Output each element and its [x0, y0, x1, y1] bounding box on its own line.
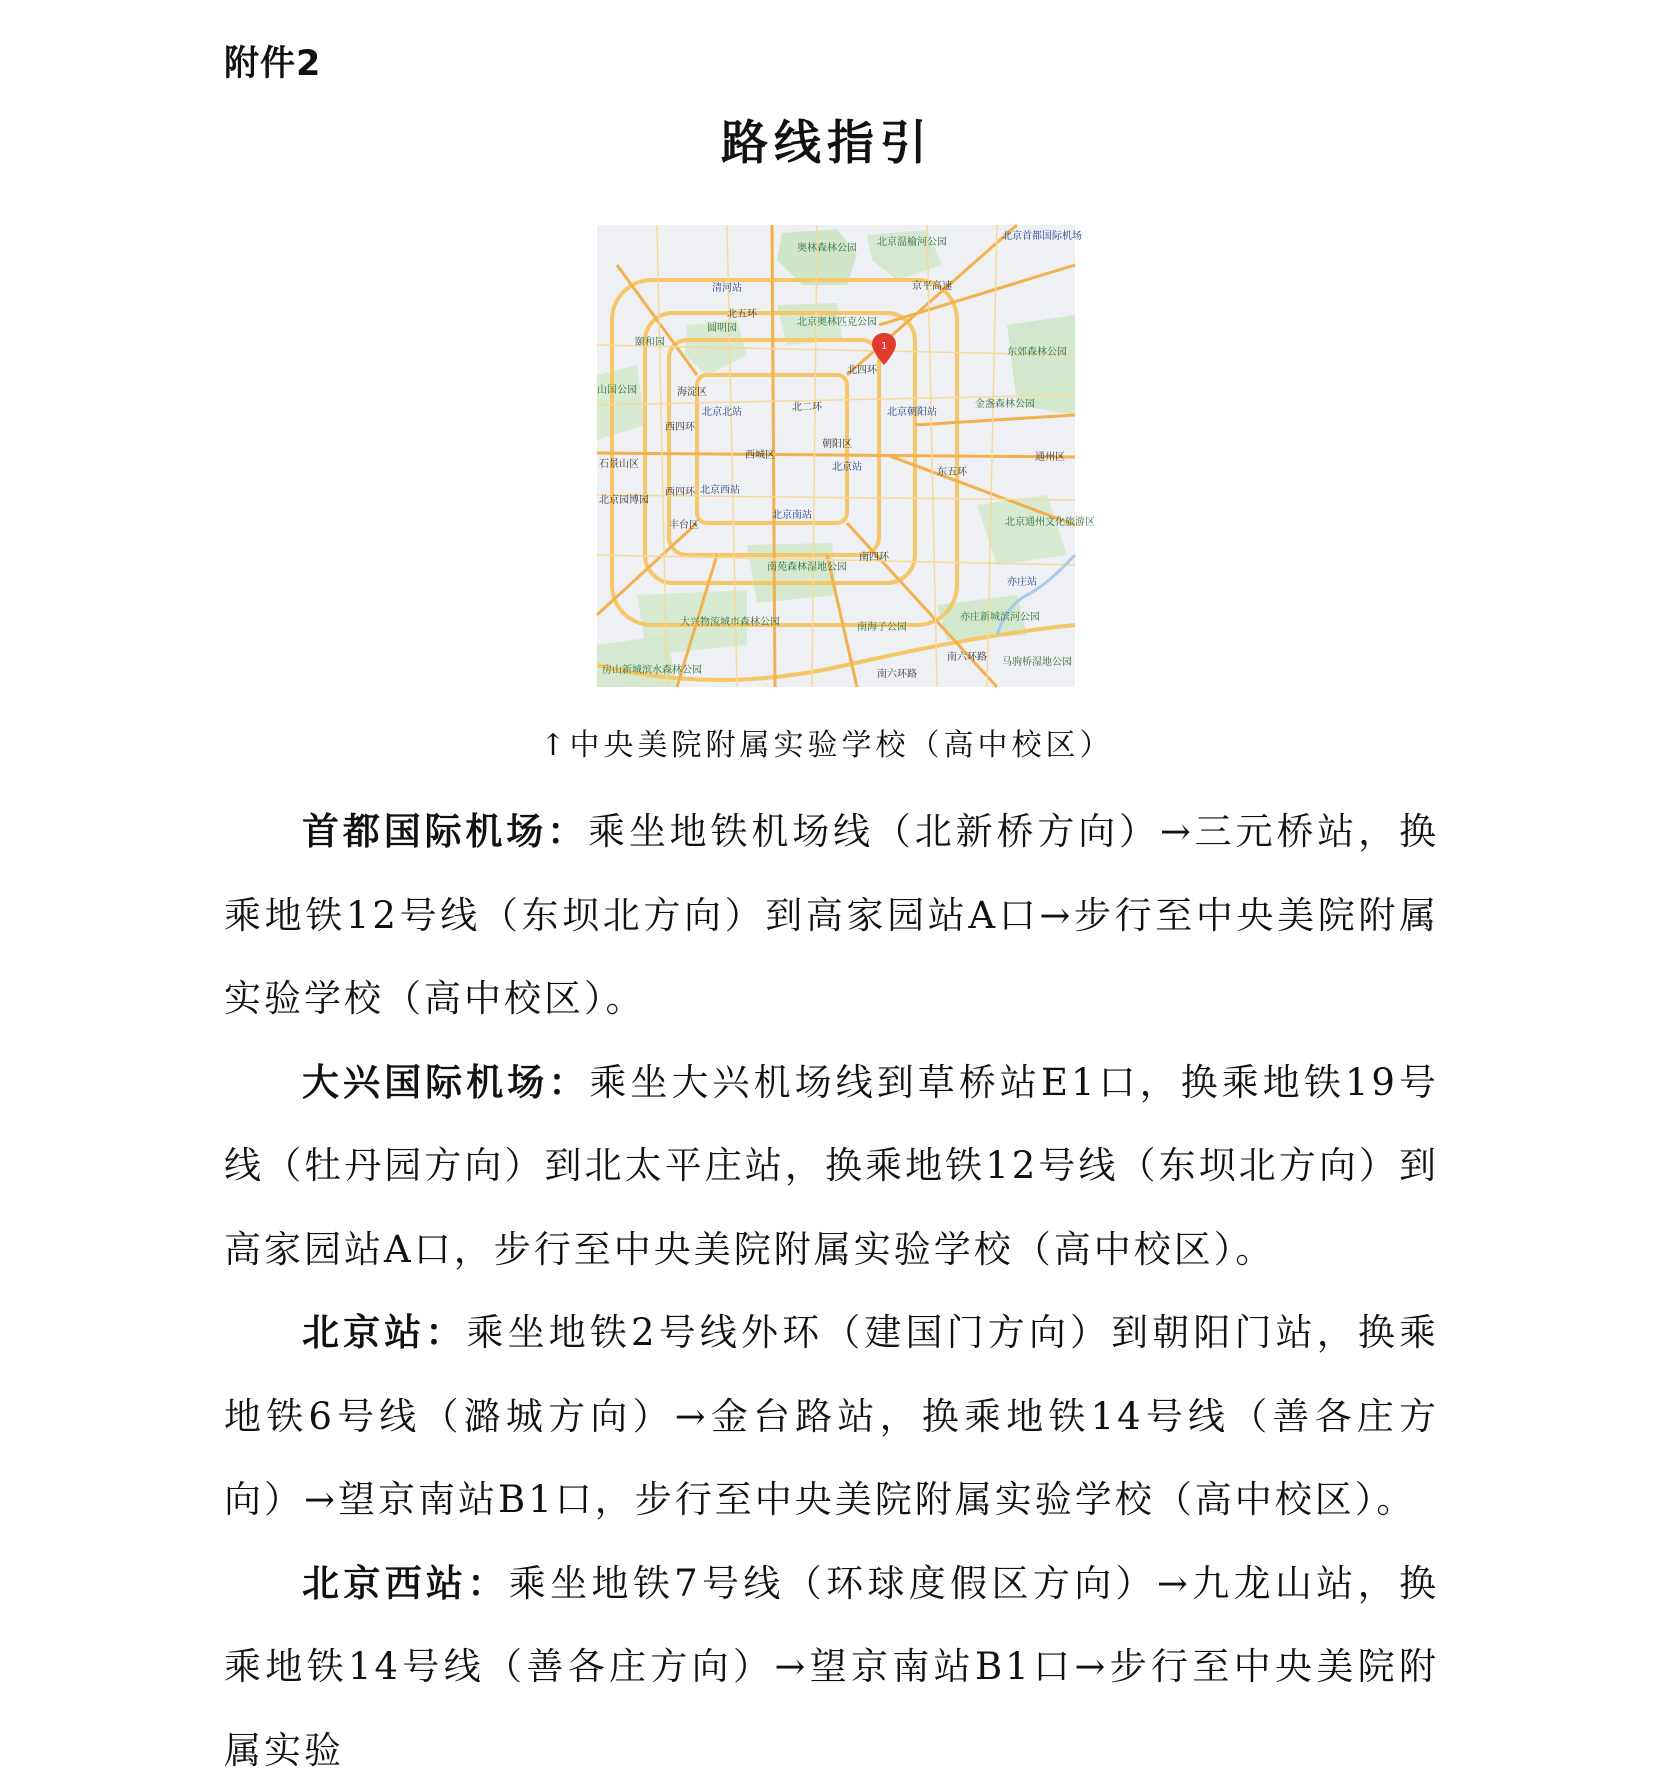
map-label: 北四环	[847, 364, 878, 376]
map-label: 亦庄新城滨河公园	[960, 610, 1040, 623]
page-title: 路线指引	[0, 106, 1654, 173]
route-lead: 首都国际机场：	[302, 810, 588, 853]
map-canvas	[597, 225, 1075, 687]
attachment-label: 附件2	[224, 36, 321, 86]
route-lead: 北京西站：	[302, 1562, 509, 1605]
route-text: 乘坐地铁2号线外环（建国门方向）到朝阳门站，换乘地铁6号线（潞城方向）→金台路站，换乘地铁14号线（善各庄方向）→望京南站B1口，步行至中央美院附属实验学校（高中校区）。	[224, 1311, 1439, 1521]
route-list	[224, 790, 1439, 1792]
route-text: 乘坐大兴机场线到草桥站E1口，换乘地铁19号线（牡丹园方向）到北太平庄站，换乘地铁12号线（东坝北方向）到高家园站A口，步行至中央美院附属实验学校（高中校区）。	[224, 1061, 1439, 1271]
map-label: 北京西站	[700, 483, 740, 496]
map-label: 颐和园	[635, 336, 665, 348]
map-label: 大兴物流城市森林公园	[680, 615, 780, 628]
route-daxing-airport	[224, 1041, 1439, 1292]
map-label: 北京朝阳站	[887, 405, 937, 418]
map-label: 北京北站	[702, 405, 742, 418]
map-label: 山国公园	[597, 383, 637, 396]
map-label: 丰台区	[669, 518, 699, 531]
map-label: 海淀区	[677, 385, 707, 398]
map-label: 金盏森林公园	[975, 397, 1035, 410]
map-label: 亦庄站	[1007, 575, 1037, 588]
map-label: 北二环	[792, 401, 823, 413]
map-label: 北五环	[727, 308, 758, 320]
map-label: 东五环	[937, 465, 968, 478]
route-text: 乘坐地铁7号线（环球度假区方向）→九龙山站，换乘地铁14号线（善各庄方向）→望京南站B1口→步行至中央美院附属实验	[224, 1562, 1439, 1772]
map-label: 京平高速	[912, 279, 952, 292]
map-label: 南六环路	[877, 667, 917, 680]
map-label: 西城区	[745, 448, 775, 461]
map-label: 通州区	[1035, 451, 1065, 463]
map-label: 奥林森林公园	[797, 241, 857, 254]
map-label: 东郊森林公园	[1007, 345, 1067, 358]
map-label: 房山新城滨水森林公园	[602, 663, 702, 676]
route-beijing-west-station	[224, 1542, 1439, 1792]
map-label: 南苑森林湿地公园	[767, 560, 847, 573]
map-label: 北京首都国际机场	[1002, 229, 1082, 242]
park-area	[747, 543, 837, 603]
map-label: 北京奥林匹克公园	[797, 315, 877, 328]
map-label: 西四环	[665, 486, 696, 498]
map-label: 北京南站	[772, 508, 812, 521]
map-label: 北京园博园	[599, 493, 649, 506]
route-lead: 大兴国际机场：	[302, 1061, 589, 1104]
map-label: 朝阳区	[822, 437, 852, 450]
map-label: 马驹桥湿地公园	[1002, 655, 1072, 668]
map-caption: ↑中央美院附属实验学校（高中校区）	[0, 720, 1654, 764]
map-label: 圆明园	[707, 322, 737, 334]
route-map	[597, 225, 1075, 687]
map-label: 南海子公园	[857, 620, 907, 633]
map-label: 北京站	[832, 460, 862, 473]
map-label: 北京温榆河公园	[877, 235, 947, 248]
map-label: 南六环路	[947, 650, 987, 663]
route-beijing-station	[224, 1291, 1439, 1542]
route-lead: 北京站：	[302, 1311, 467, 1354]
route-text: 乘坐地铁机场线（北新桥方向）→三元桥站，换乘地铁12号线（东坝北方向）到高家园站A口→步行至中央美院附属实验学校（高中校区）。	[224, 810, 1439, 1020]
map-label: 北京通州文化旅游区	[1005, 515, 1095, 528]
map-label: 西四环	[665, 421, 696, 433]
map-label: 南四环	[859, 550, 890, 563]
marker-number: 1	[881, 341, 887, 352]
route-capital-airport	[224, 790, 1439, 1041]
map-label: 清河站	[712, 281, 742, 294]
map-label: 石景山区	[599, 457, 639, 470]
